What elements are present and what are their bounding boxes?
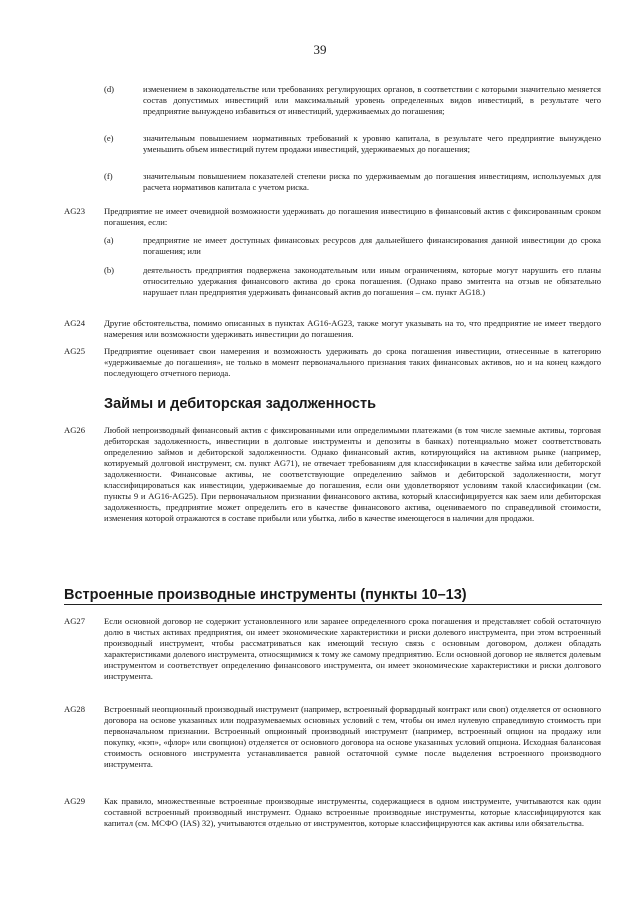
paragraph-code-ag25: AG25	[64, 346, 86, 356]
paragraph-text-ag24: Другие обстоятельства, помимо описанных в пунктах AG16-AG23, также могут указывать на то, что предприятие не имеет твердого намерения или возможности удерживать инвестиции до погашения.	[104, 318, 601, 339]
item-text-a: предприятие не имеет доступных финансовых ресурсов для дальнейшего финансирования данной инвестиции до срока погашения; или	[143, 235, 601, 256]
paragraph-code-ag24: AG24	[64, 318, 86, 328]
paragraph-text-ag23: Предприятие не имеет очевидной возможности удерживать до погашения инвестицию в финансовый актив с фиксированным сроком погашения, если:	[104, 206, 601, 227]
item-label-e: (e)	[104, 133, 114, 143]
section-heading-loans: Займы и дебиторская задолженность	[104, 396, 376, 412]
paragraph-text-ag29: Как правило, множественные встроенные производные инструменты, содержащиеся в одном инструменте, учитываются как один составной встроенный производный инструмент. Однако встроенные производные инструменты, которые классифицируются как капитал (см. МСФО (IAS) 32), учитываются отдельно от инструментов, которые классифицируются как активы или обязательства.	[104, 796, 601, 828]
paragraph-text-ag28: Встроенный неопционный производный инструмент (например, встроенный форвардный контракт или своп) отделяется от основного договора на основе указанных или подразумеваемых основных условий с тем, чтобы он имел нулевую справедливую стоимость при первоначальном признании. Встроенный опционный производный инструмент (например, встроенный опцион на продажу или покупку, «кэп», «флор» или свопцион) отделяется от основного договора на основе указанных условий опциона. Исходная балансовая стоимость основного инструмента устанавливается равной остаточной сумме после выделения встроенного производного инструмента.	[104, 704, 601, 769]
item-text-f: значительным повышением показателей степени риска по удерживаемым до погашения инвестициям, используемых для расчета нормативов капитала с учетом риска.	[143, 171, 601, 192]
paragraph-code-ag27: AG27	[64, 616, 86, 626]
item-text-b: деятельность предприятия подвержена законодательным или иным ограничениям, которые могут нарушить его планы относительно удержания финансового актива до срока погашения. (Однако право эмитента на отзыв не обязательно нарушает план предприятия удерживать финансовый актив до погашения – см. пункт AG18.)	[143, 265, 601, 297]
paragraph-code-ag23: AG23	[64, 206, 86, 216]
item-label-b: (b)	[104, 265, 115, 275]
paragraph-text-ag27: Если основной договор не содержит установленного или заранее определенного срока погашения и представляет собой остаточную долю в чистых активах предприятия, он имеет экономические характеристики и риски долевого инструмента, при этом встроенный производный инструмент, чтобы рассматриваться как имеющий тесную связь с основным договором, должен обладать характеристиками долевого инструмента, относящимися к тому же самому предприятию. Если основной договор не является долевым инструментом и соответствует определению финансового инструмента, он имеет экономические характеристики и риски долгового инструмента.	[104, 616, 601, 681]
paragraph-text-ag26: Любой непроизводный финансовый актив с фиксированными или определимыми платежами (в том числе заемные активы, торговая дебиторская задолженность, инвестиции в долговые инструменты и депозиты в банках) потенциально может соответствовать определению займов и дебиторской задолженности. Однако финансовый актив, котирующийся на активном рынке (например, котируемый долговой инструмент, см. пункт AG71), не отвечает требованиям для классификации в качестве займа или дебиторской задолженности. Финансовые активы, не соответствующие определению займов и дебиторской задолженности, могут классифицироваться как инвестиции, удерживаемые до погашения, если они удовлетворяют условиям такой классификации (см. пункты 9 и AG16-AG25). При первоначальном признании финансового актива, который классифицируется как заем или дебиторская задолженность, предприятие может определить его в качестве финансового актива, оцениваемого по справедливой стоимости, изменения которой отражаются в составе прибыли или убытка, либо в качестве имеющегося в наличии для продажи.	[104, 425, 601, 523]
section-underline	[64, 604, 602, 605]
paragraph-code-ag26: AG26	[64, 425, 86, 435]
item-text-e: значительным повышением нормативных требований к уровню капитала, в результате чего предприятие вынуждено уменьшить объем инвестиций путем продажи инвестиций, удерживаемых до погашения;	[143, 133, 601, 154]
page-number: 39	[313, 42, 327, 57]
item-text-d: изменением в законодательстве или требованиях регулирующих органов, в соответствии с которыми значительно меняется состав допустимых инвестиций или максимальный уровень определенных видов инвестиций, в результате чего предприятие вынуждено избавиться от инвестиций, удерживаемых до погашения;	[143, 84, 601, 116]
item-label-a: (a)	[104, 235, 114, 245]
paragraph-code-ag29: AG29	[64, 796, 86, 806]
section-heading-embedded-derivatives: Встроенные производные инструменты (пункты 10–13)	[64, 587, 467, 603]
paragraph-code-ag28: AG28	[64, 704, 86, 714]
item-label-f: (f)	[104, 171, 113, 181]
paragraph-text-ag25: Предприятие оценивает свои намерения и возможность удерживать до срока погашения инвестиции, отнесенные в категорию «удерживаемые до погашения», не только в момент первоначального признания таких финансовых активов, но и на конец каждого последующего отчетного периода.	[104, 346, 601, 378]
item-label-d: (d)	[104, 84, 115, 94]
